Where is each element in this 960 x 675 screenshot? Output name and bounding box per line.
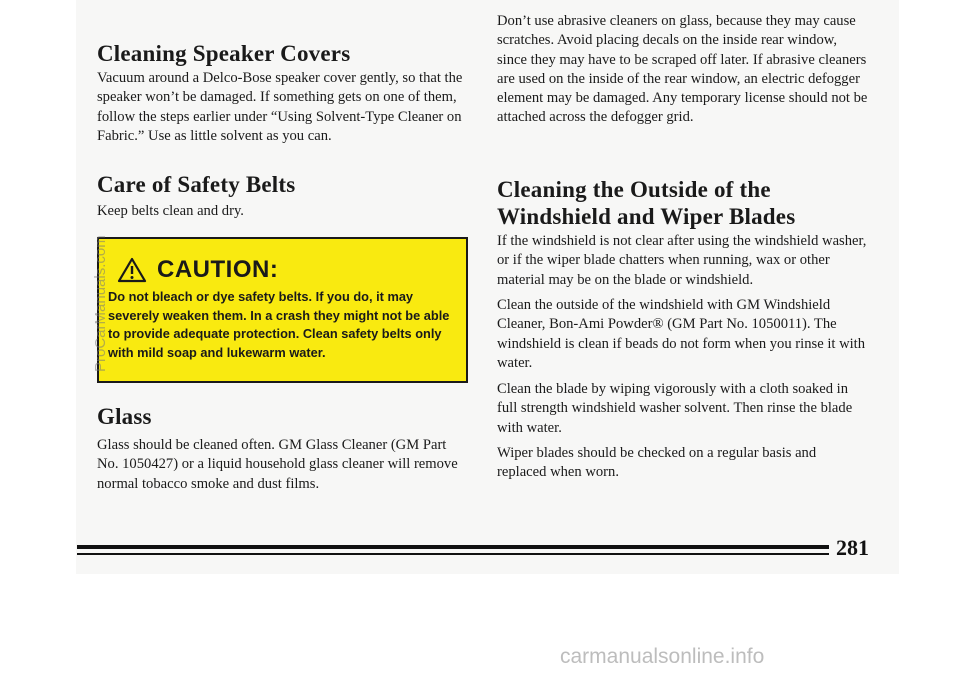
windshield-paragraph-3: Clean the blade by wiping vigorously with a cloth soaked in full strength windshield washer solvent. Then rinse the blade with water. xyxy=(497,381,853,436)
caution-box xyxy=(97,237,468,383)
safety-belts-heading: Care of Safety Belts xyxy=(97,172,296,197)
watermark: ProCarManuals.com xyxy=(92,235,109,372)
warning-triangle-icon xyxy=(117,257,147,283)
speaker-covers-heading: Cleaning Speaker Covers xyxy=(97,41,351,66)
caution-header xyxy=(117,256,278,284)
caution-text: Do not bleach or dye safety belts. If you do, it may severely weaken them. In a crash they might not be able to provide adequate protection. Clean safety belts only with mild soap and lukewarm water. xyxy=(108,289,450,360)
footer-rule-thin xyxy=(77,553,829,555)
windshield-paragraph-4: Wiper blades should be checked on a regular basis and replaced when worn. xyxy=(497,445,817,481)
footer-rule-thick xyxy=(77,545,829,549)
windshield-paragraph-1: If the windshield is not clear after using the windshield washer, or if the wiper blade chatters when running, wax or other material may be on the blade or windshield. xyxy=(497,233,867,288)
glass-heading: Glass xyxy=(97,404,152,429)
page-number: 281 xyxy=(836,535,869,560)
windshield-heading: Cleaning the Outside of the Windshield and Wiper Blades xyxy=(497,177,796,229)
glass-abrasive-text: Don’t use abrasive cleaners on glass, because they may cause scratches. Avoid placing decals on the inside rear window, since they may have to be scraped off later. If abrasive cleaners are used on the inside of the rear window, an electric defogger element may be damaged. Any temporary license should not be attached across the defogger grid. xyxy=(497,13,868,126)
caution-title: CAUTION: xyxy=(157,256,279,283)
glass-text: Glass should be cleaned often. GM Glass Cleaner (GM Part No. 1050427) or a liquid household glass cleaner will remove normal tobacco smoke and dust films. xyxy=(97,437,458,492)
safety-belts-text: Keep belts clean and dry. xyxy=(97,203,244,219)
footer-url: carmanualsonline.info xyxy=(560,645,765,668)
speaker-covers-text: Vacuum around a Delco-Bose speaker cover gently, so that the speaker won’t be damaged. If something gets on one of them, follow the steps earlier under “Using Solvent-Type Cleaner on Fabric.” Use as little solvent as you can. xyxy=(97,70,463,144)
windshield-paragraph-2: Clean the outside of the windshield with GM Windshield Cleaner, Bon-Ami Powder® (GM Part No. 1050011). The windshield is clean if beads do not form when you rinse it with water. xyxy=(497,297,866,371)
